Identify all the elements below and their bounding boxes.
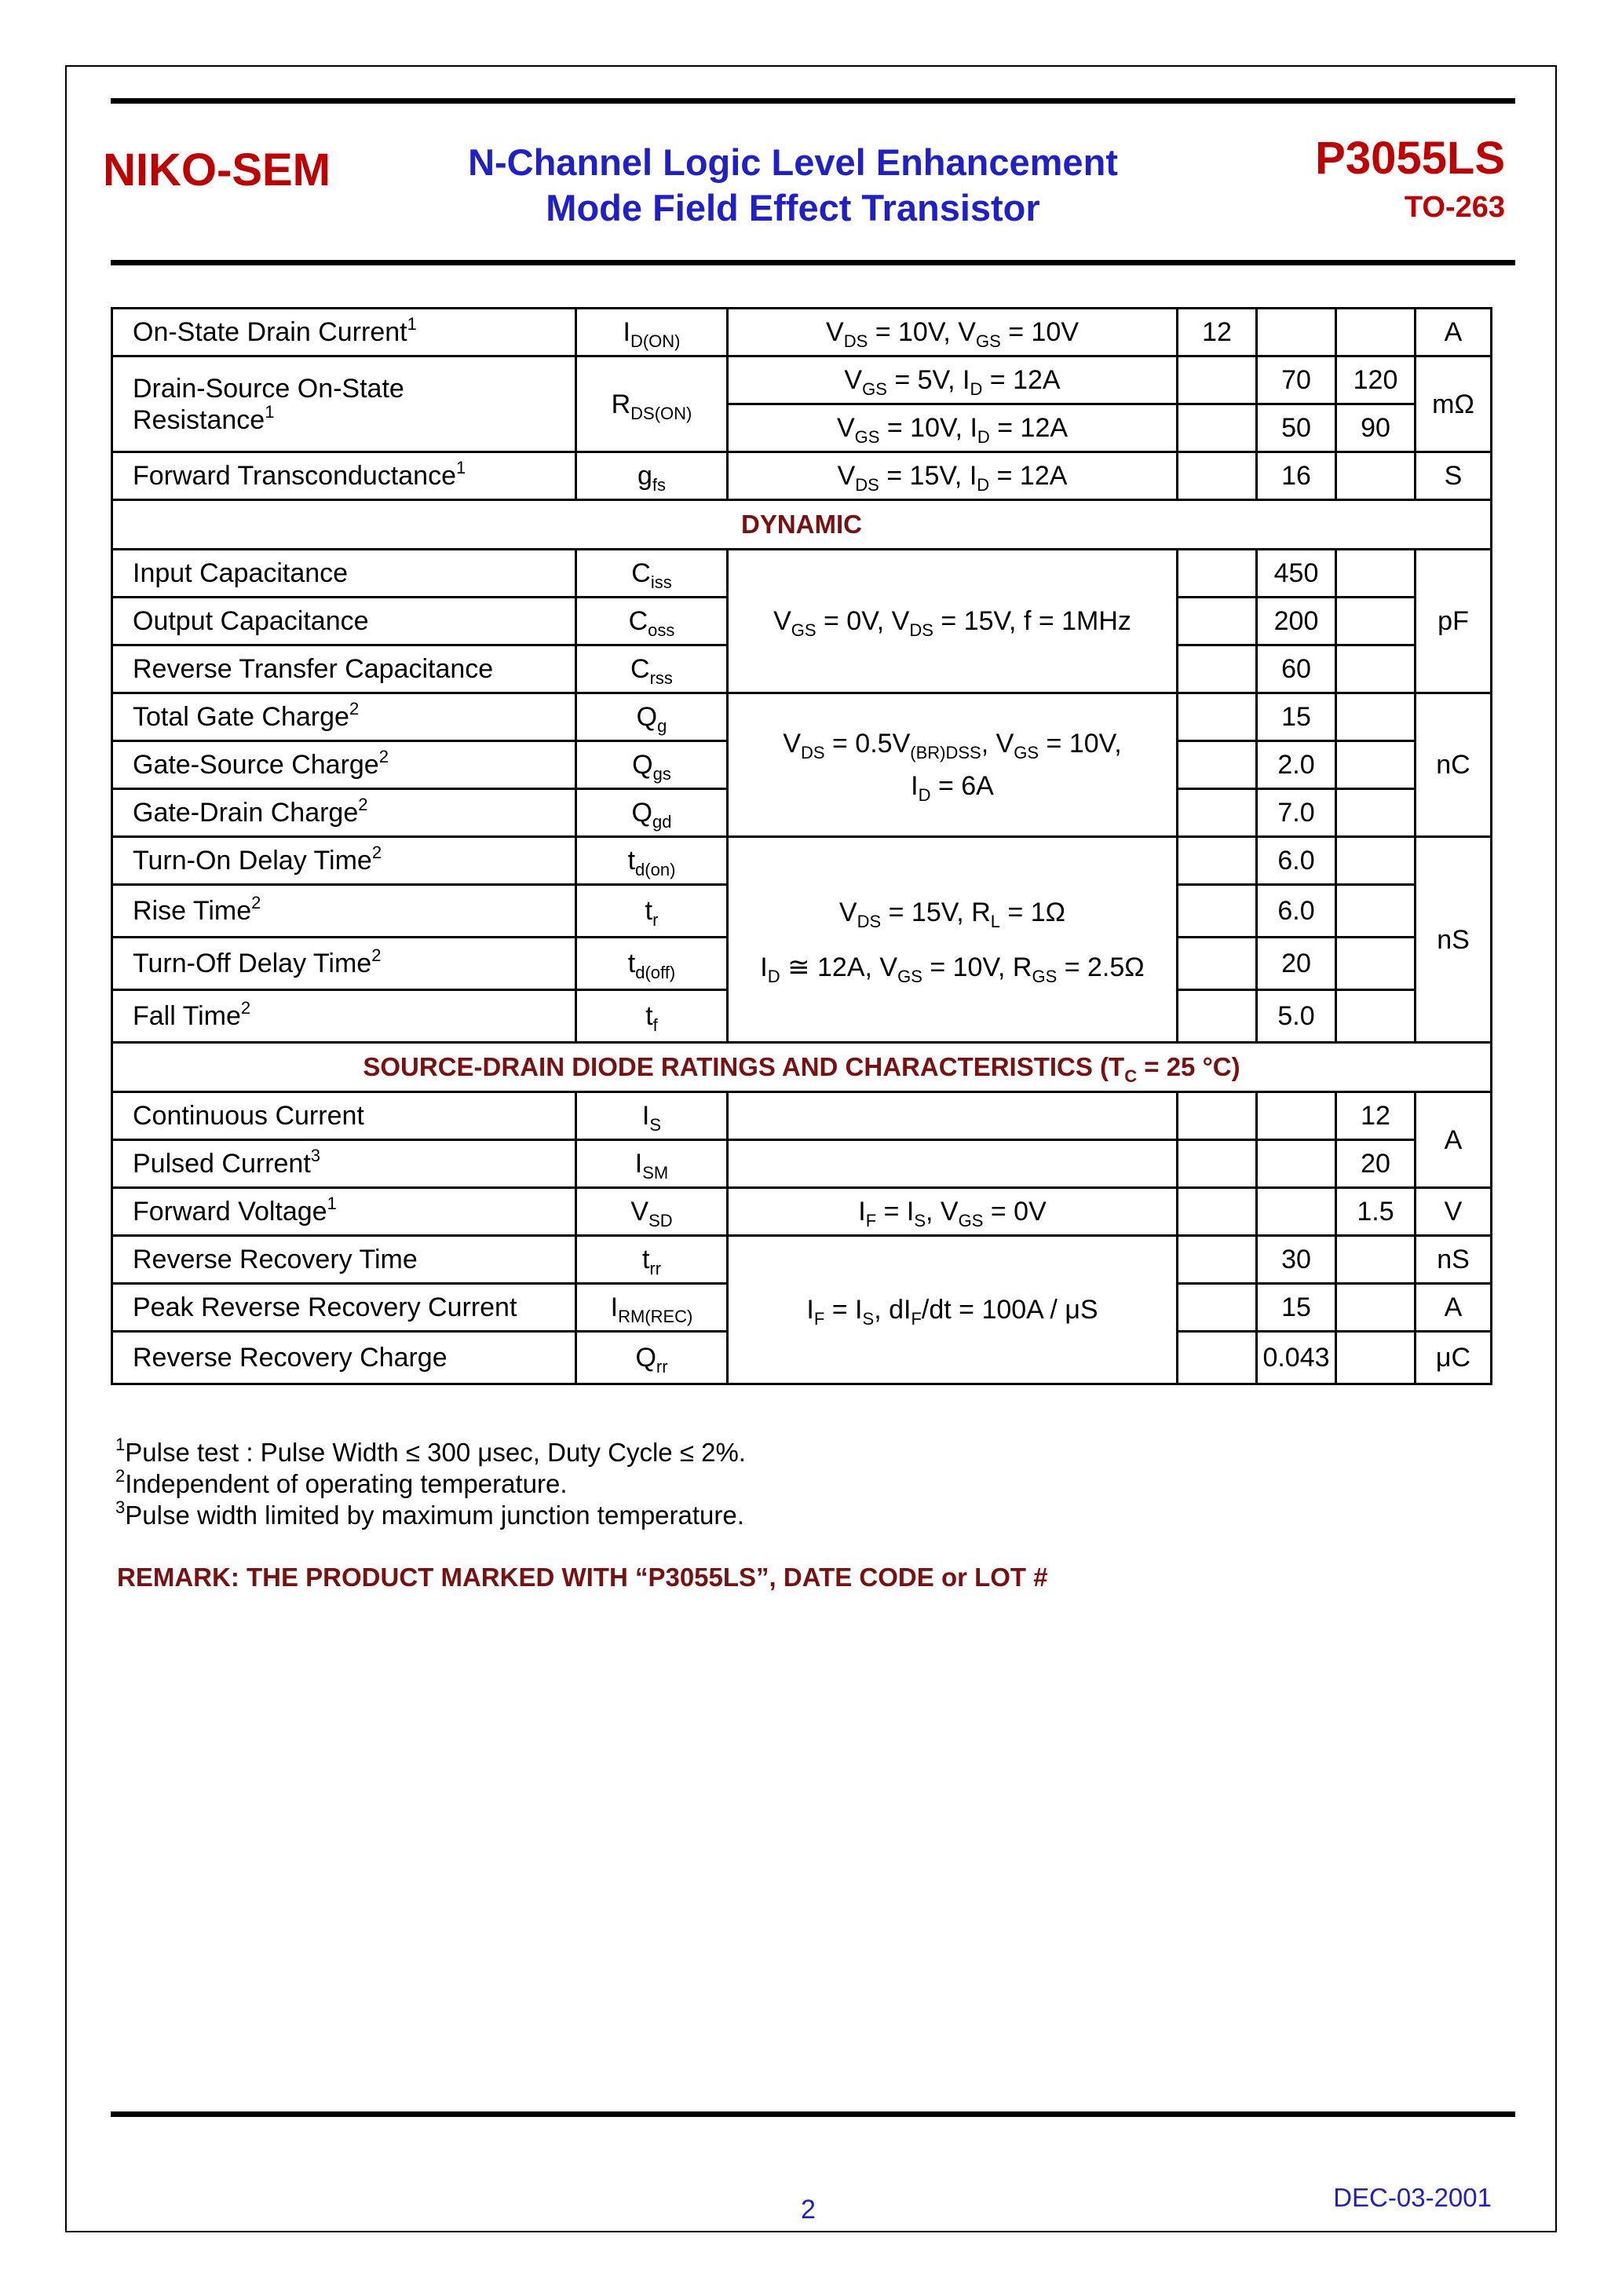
symbol-cell: $C_{iss}$: [576, 550, 728, 598]
max-cell: [1336, 938, 1416, 990]
min-cell: [1178, 1188, 1257, 1236]
typ-cell: 2.0: [1257, 741, 1336, 789]
param-cell: Turn-Off Delay Time$^2$: [112, 938, 576, 990]
condition-cell: [728, 1140, 1178, 1188]
symbol-cell: $Q_g$: [576, 693, 728, 741]
typ-cell: [1257, 1092, 1336, 1140]
typ-cell: 450: [1257, 550, 1336, 598]
header-top-rule: [111, 98, 1515, 104]
footer-rule: [111, 2111, 1515, 2117]
min-cell: [1178, 885, 1257, 938]
min-cell: [1178, 837, 1257, 885]
param-cell: Gate-Source Charge$^2$: [112, 741, 576, 789]
min-cell: [1178, 452, 1257, 500]
symbol-cell: $C_{oss}$: [576, 598, 728, 645]
unit-cell: A: [1416, 309, 1492, 356]
min-cell: [1178, 1236, 1257, 1284]
max-cell: [1336, 741, 1416, 789]
max-cell: [1336, 452, 1416, 500]
min-cell: [1178, 550, 1257, 598]
min-cell: [1178, 1284, 1257, 1332]
param-cell: On-State Drain Current$^1$: [112, 309, 576, 356]
condition-cell: [728, 1092, 1178, 1140]
max-cell: [1336, 309, 1416, 356]
typ-cell: 6.0: [1257, 885, 1336, 938]
min-cell: [1178, 356, 1257, 404]
unit-cell: μC: [1416, 1332, 1492, 1384]
symbol-cell: $t_{d(off)}$: [576, 938, 728, 990]
symbol-cell: $g_{fs}$: [576, 452, 728, 500]
symbol-cell: $I_{D(ON)}$: [576, 309, 728, 356]
section-title-diode: SOURCE-DRAIN DIODE RATINGS AND CHARACTERISTICS ($T_C = 25$ °C): [112, 1043, 1492, 1092]
max-cell: 120: [1336, 356, 1416, 404]
param-cell: Forward Voltage$^1$: [112, 1188, 576, 1236]
max-cell: [1336, 598, 1416, 645]
symbol-cell: $R_{DS(ON)}$: [576, 356, 728, 452]
footnotes: [115, 1437, 746, 1531]
condition-cell: $V_{GS} = 0V$, $V_{DS} = 15V$, f = 1MHz: [728, 550, 1178, 693]
typ-cell: [1257, 1140, 1336, 1188]
symbol-cell: $Q_{gs}$: [576, 741, 728, 789]
param-cell: Input Capacitance: [112, 550, 576, 598]
typ-cell: 15: [1257, 1284, 1336, 1332]
table-row: [112, 1236, 1492, 1284]
param-cell: Output Capacitance: [112, 598, 576, 645]
param-cell: Reverse Recovery Time: [112, 1236, 576, 1284]
typ-cell: 7.0: [1257, 789, 1336, 837]
param-cell: Turn-On Delay Time$^2$: [112, 837, 576, 885]
revision-date: DEC-03-2001: [1333, 2183, 1492, 2212]
max-cell: 20: [1336, 1140, 1416, 1188]
remark-text: REMARK: THE PRODUCT MARKED WITH “P3055LS”, DATE CODE or LOT #: [117, 1563, 1048, 1592]
brand-name: NIKO-SEM: [103, 144, 331, 196]
unit-cell: mΩ: [1416, 356, 1492, 452]
param-cell: Forward Transconductance$^1$: [112, 452, 576, 500]
typ-cell: [1257, 309, 1336, 356]
param-cell: Pulsed Current$^3$: [112, 1140, 576, 1188]
typ-cell: 0.043: [1257, 1332, 1336, 1384]
min-cell: [1178, 1332, 1257, 1384]
param-cell: Drain-Source On-State Resistance$^1$: [112, 356, 576, 452]
symbol-cell: $V_{SD}$: [576, 1188, 728, 1236]
max-cell: 1.5: [1336, 1188, 1416, 1236]
min-cell: [1178, 938, 1257, 990]
footnote-3: $^3$Pulse width limited by maximum junction temperature.: [115, 1497, 744, 1530]
max-cell: [1336, 1332, 1416, 1384]
condition-cell: $I_F = I_S$, $dI_F/dt = 100A / \mu S$: [728, 1236, 1178, 1384]
condition-cell: $I_F = I_S$, $V_{GS} = 0V$: [728, 1188, 1178, 1236]
unit-cell: nS: [1416, 837, 1492, 1043]
typ-cell: 50: [1257, 404, 1336, 452]
condition-cell: $V_{GS} = 10V$, $I_D = 12A$: [728, 404, 1178, 452]
min-cell: [1178, 789, 1257, 837]
typ-cell: 30: [1257, 1236, 1336, 1284]
min-cell: [1178, 1092, 1257, 1140]
symbol-cell: $I_{RM(REC)}$: [576, 1284, 728, 1332]
param-cell: Continuous Current: [112, 1092, 576, 1140]
table-row: [112, 356, 1492, 404]
min-cell: [1178, 990, 1257, 1043]
unit-cell: pF: [1416, 550, 1492, 693]
min-cell: [1178, 645, 1257, 693]
unit-cell: V: [1416, 1188, 1492, 1236]
param-cell: Gate-Drain Charge$^2$: [112, 789, 576, 837]
section-title-dynamic: DYNAMIC: [112, 500, 1492, 550]
section-header-row: [112, 1043, 1492, 1092]
footnote-1: $^1$Pulse test : Pulse Width ≤ 300 μsec, Duty Cycle ≤ 2%.: [115, 1435, 746, 1467]
max-cell: [1336, 1236, 1416, 1284]
min-cell: [1178, 404, 1257, 452]
typ-cell: 60: [1257, 645, 1336, 693]
param-cell: Reverse Transfer Capacitance: [112, 645, 576, 693]
footnote-2: $^2$Independent of operating temperature.: [115, 1466, 568, 1498]
unit-cell: A: [1416, 1284, 1492, 1332]
min-cell: [1178, 598, 1257, 645]
typ-cell: 20: [1257, 938, 1336, 990]
min-cell: [1178, 1140, 1257, 1188]
typ-cell: 6.0: [1257, 837, 1336, 885]
unit-cell: S: [1416, 452, 1492, 500]
condition-cell: $V_{DS} = 15V$, $R_L = 1\Omega$ $I_D$ ≅ 12A, $V_{GS} = 10V$, $R_{GS} = 2.5\Omega$: [728, 837, 1178, 1043]
symbol-cell: $t_{d(on)}$: [576, 837, 728, 885]
table-row: [112, 550, 1492, 598]
page-number: 2: [801, 2195, 816, 2225]
max-cell: [1336, 1284, 1416, 1332]
table-row: [112, 1188, 1492, 1236]
table-row: [112, 1092, 1492, 1140]
min-cell: [1178, 693, 1257, 741]
max-cell: [1336, 885, 1416, 938]
typ-cell: 70: [1257, 356, 1336, 404]
symbol-cell: $I_S$: [576, 1092, 728, 1140]
symbol-cell: $Q_{rr}$: [576, 1332, 728, 1384]
param-cell: Total Gate Charge$^2$: [112, 693, 576, 741]
min-cell: [1178, 741, 1257, 789]
condition-cell: $V_{DS} = 15V$, $I_D = 12A$: [728, 452, 1178, 500]
table-row: [112, 837, 1492, 885]
unit-cell: nS: [1416, 1236, 1492, 1284]
max-cell: [1336, 550, 1416, 598]
param-cell: Rise Time$^2$: [112, 885, 576, 938]
typ-cell: 5.0: [1257, 990, 1336, 1043]
table-row: [112, 309, 1492, 356]
max-cell: [1336, 837, 1416, 885]
min-cell: 12: [1178, 309, 1257, 356]
max-cell: [1336, 693, 1416, 741]
header-bottom-rule: [111, 260, 1515, 265]
max-cell: 12: [1336, 1092, 1416, 1140]
max-cell: [1336, 789, 1416, 837]
section-header-row: [112, 500, 1492, 550]
unit-cell: A: [1416, 1092, 1492, 1188]
title-line-1: N-Channel Logic Level Enhancement: [468, 141, 1118, 183]
typ-cell: 16: [1257, 452, 1336, 500]
table-row: [112, 452, 1492, 500]
max-cell: [1336, 645, 1416, 693]
max-cell: 90: [1336, 404, 1416, 452]
symbol-cell: $Q_{gd}$: [576, 789, 728, 837]
symbol-cell: $t_{rr}$: [576, 1236, 728, 1284]
symbol-cell: $C_{rss}$: [576, 645, 728, 693]
typ-cell: 15: [1257, 693, 1336, 741]
part-number: P3055LS: [1315, 133, 1505, 184]
symbol-cell: $t_f$: [576, 990, 728, 1043]
param-cell: Peak Reverse Recovery Current: [112, 1284, 576, 1332]
document-title: [338, 140, 1248, 231]
typ-cell: 200: [1257, 598, 1336, 645]
condition-cell: $V_{DS} = 0.5V_{(BR)DSS}$, $V_{GS} = 10V$, $I_D = 6A$: [728, 693, 1178, 837]
condition-cell: $V_{DS} = 10V$, $V_{GS} = 10V$: [728, 309, 1178, 356]
param-cell: Reverse Recovery Charge: [112, 1332, 576, 1384]
table-row: [112, 1140, 1492, 1188]
spec-table: [111, 307, 1492, 1385]
unit-cell: nC: [1416, 693, 1492, 837]
typ-cell: [1257, 1188, 1336, 1236]
table-row: [112, 693, 1492, 741]
param-cell: Fall Time$^2$: [112, 990, 576, 1043]
condition-cell: $V_{GS} = 5V$, $I_D = 12A$: [728, 356, 1178, 404]
symbol-cell: $I_{SM}$: [576, 1140, 728, 1188]
title-line-2: Mode Field Effect Transistor: [546, 187, 1040, 229]
max-cell: [1336, 990, 1416, 1043]
symbol-cell: $t_r$: [576, 885, 728, 938]
package-type: TO-263: [1404, 191, 1505, 224]
